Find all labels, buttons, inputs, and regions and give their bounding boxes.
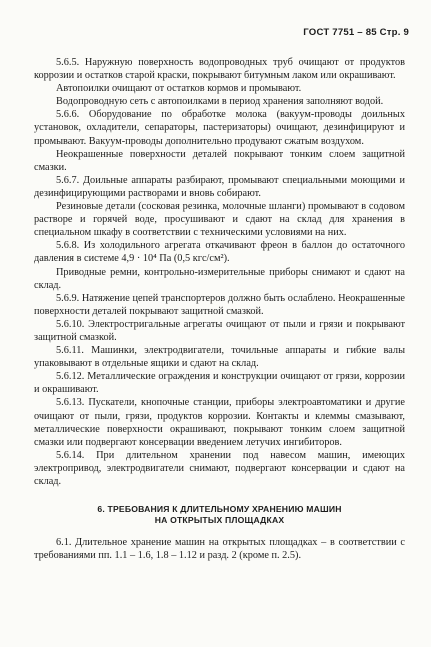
paragraph-5-6-10: 5.6.10. Электростригальные агрегаты очищают от пыли и грязи и покрывают защитной смазкой. (34, 318, 405, 343)
section-title-line-2: НА ОТКРЫТЫХ ПЛОЩАДКАХ (154, 515, 285, 526)
paragraph-5-6-14: 5.6.14. При длительном хранении под навесом машин, имеющих электропривод, электродвигатели снимают, подвергают консервации и сдают на склад. (34, 449, 405, 487)
paragraph-5-6-6: 5.6.6. Оборудование по обработке молока (вакуум-проводы доильных установок, охладители, сепараторы, пастеризаторы) очищают, дезинфицируют и промывают. Вакуум-проводы дополнительно продувают сжатым воздухом. (34, 109, 405, 147)
paragraph-5-6-8: 5.6.8. Из холодильного агрегата откачивают фреон в баллон до остаточного давления в системе 4,9 · 10⁴ Па (0,5 кгс/см²). (34, 240, 405, 265)
document-body (34, 56, 405, 562)
paragraph-5-6-13: 5.6.13. Пускатели, кнопочные станции, приборы электроавтоматики и другие очищают от пыли, грязи, продуктов коррозии. Контакты и клеммы смазывают, металлические поверхности окрашивают, покрывают тонким слоем защитной смазки или подвергают консервации введением летучих ингибиторов. (34, 397, 405, 448)
paragraph-5-6-9: 5.6.9. Натяжение цепей транспортеров должно быть ослаблено. Неокрашенные поверхности деталей покрывают защитной смазкой. (34, 292, 405, 317)
page-header: ГОСТ 7751 – 85 Стр. 9 (303, 27, 409, 38)
paragraph-5-6-7: 5.6.7. Доильные аппараты разбирают, промывают специальными моющими и дезинфицирующими растворами и вновь собирают. (34, 174, 405, 199)
paragraph-rubber-parts: Резиновые детали (сосковая резинка, молочные шланги) промывают в содовом растворе и горячей воде, просушивают и сдают на склад для хранения в специальном шкафу в соответствии с техническими условиями на них. (34, 201, 405, 239)
paragraph-water-network: Водопроводную сеть с автопоилками в период хранения заполняют водой. (56, 96, 384, 108)
paragraph-5-6-5: 5.6.5. Наружную поверхность водопроводных труб очищают от продуктов коррозии и остатков старой краски, покрывают битумным лаком или окрашивают. (34, 57, 405, 82)
paragraph-6-1: 6.1. Длительное хранение машин на открытых площадках – в соответствии с требованиями пп. 1.1 – 1.6, 1.8 – 1.12 и разд. 2 (кроме п. 2.5). (34, 537, 405, 562)
paragraph-drinkers: Автопоилки очищают от остатков кормов и промывают. (56, 83, 302, 95)
section-6-title (34, 504, 405, 526)
section-title-line-1: 6. ТРЕБОВАНИЯ К ДЛИТЕЛЬНОМУ ХРАНЕНИЮ МАШИН (97, 504, 342, 515)
paragraph-drive-belts: Приводные ремни, контрольно-измерительные приборы снимают и сдают на склад. (34, 266, 405, 291)
paragraph-5-6-12: 5.6.12. Металлические ограждения и конструкции очищают от грязи, коррозии и окрашивают. (34, 371, 405, 396)
paragraph-unpainted-surfaces: Неокрашенные поверхности деталей покрывают тонким слоем защитной смазки. (34, 148, 405, 173)
paragraph-5-6-11: 5.6.11. Машинки, электродвигатели, точильные аппараты и гибкие валы упаковывают в отдельные ящики и сдают на склад. (34, 345, 405, 370)
